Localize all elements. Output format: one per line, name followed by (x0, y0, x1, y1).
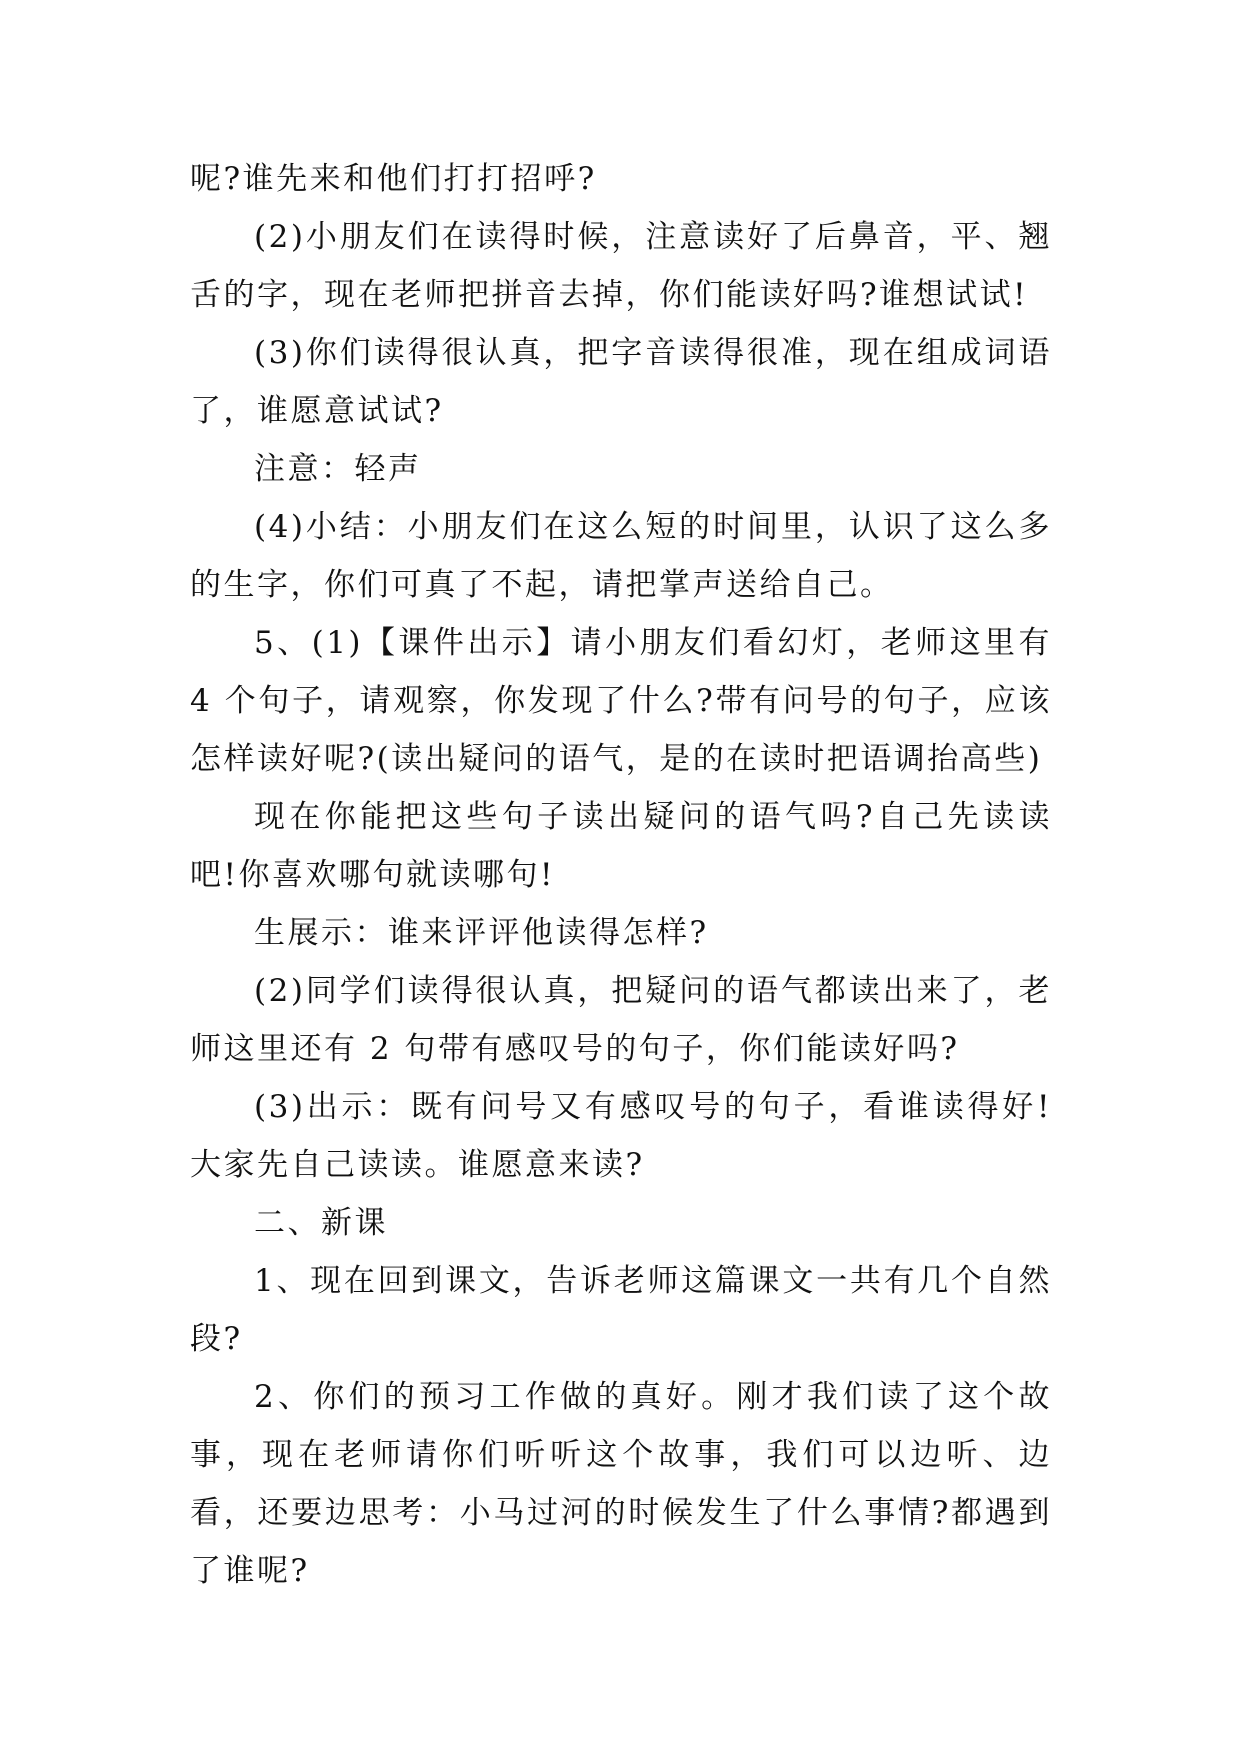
paragraph: 2、你们的预习工作做的真好。刚才我们读了这个故事，现在老师请你们听听这个故事，我们可以边听、边看，还要边思考：小马过河的时候发生了什么事情?都遇到了谁呢? (190, 1379, 1052, 1589)
paragraph: (4)小结：小朋友们在这么短的时间里，认识了这么多的生字，你们可真了不起，请把掌声送给自己。 (190, 509, 1052, 603)
paragraph: (2)同学们读得很认真，把疑问的语气都读出来了，老师这里还有 2 句带有感叹号的句子，你们能读好吗? (190, 973, 1052, 1067)
paragraph: (3)你们读得很认真，把字音读得很准，现在组成词语了，谁愿意试试? (190, 335, 1052, 429)
paragraph: 注意：轻声 (254, 451, 422, 487)
paragraph: 5、(1)【课件出示】请小朋友们看幻灯，老师这里有 4 个句子，请观察，你发现了什么?带有问号的句子，应该怎样读好呢?(读出疑问的语气，是的在读时把语调抬高些) (190, 625, 1052, 777)
section-heading: 二、新课 (254, 1205, 388, 1241)
paragraph: 现在你能把这些句子读出疑问的语气吗?自己先读读吧!你喜欢哪句就读哪句! (190, 799, 1052, 893)
paragraph: 呢?谁先来和他们打打招呼? (190, 161, 597, 197)
paragraph: (2)小朋友们在读得时候，注意读好了后鼻音，平、翘舌的字，现在老师把拼音去掉，你们能读好吗?谁想试试! (190, 219, 1052, 313)
document-body (190, 150, 1052, 1600)
paragraph: 1、现在回到课文，告诉老师这篇课文一共有几个自然段? (190, 1263, 1052, 1357)
paragraph: 生展示：谁来评评他读得怎样? (254, 915, 709, 951)
paragraph: (3)出示：既有问号又有感叹号的句子，看谁读得好!大家先自己读读。谁愿意来读? (190, 1089, 1052, 1183)
